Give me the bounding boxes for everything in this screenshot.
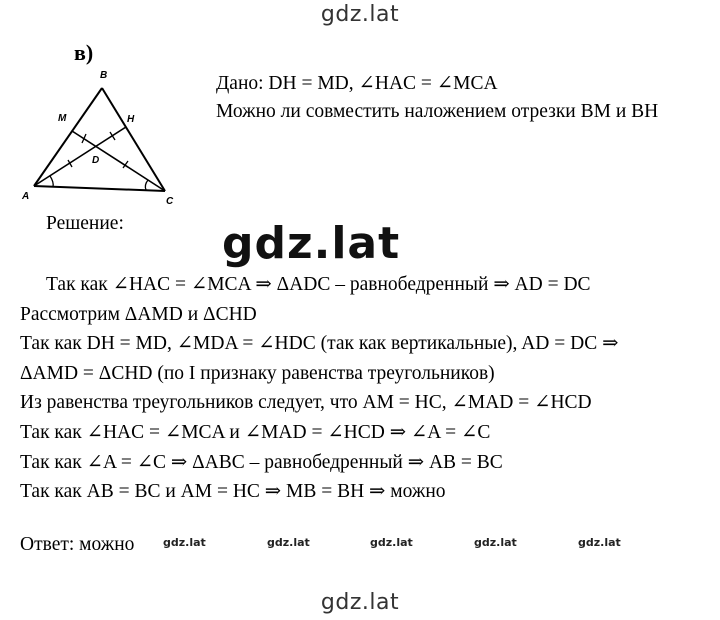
- watermark-center: gdz.lat: [222, 218, 401, 269]
- answer-line: Ответ: можно: [20, 534, 135, 555]
- solution-line: Из равенства треугольников следует, что AM = HC, ∠MAD = ∠HCD: [20, 392, 592, 414]
- solution-line: Так как AB = BC и AM = HC ⇒ MB = BH ⇒ можно: [20, 481, 446, 503]
- solution-line: Так как DH = MD, ∠MDA = ∠HDC (так как вертикальные), AD = DC ⇒: [20, 333, 619, 355]
- given-block: [216, 72, 658, 128]
- solution-line: Так как ∠HAC = ∠MCA и ∠MAD = ∠HCD ⇒ ∠A = ∠C: [20, 421, 491, 443]
- solution-body: [20, 270, 618, 507]
- point-label-a: A: [22, 191, 30, 202]
- solution-line: ΔAMD = ΔCHD (по I признаку равенства треугольников): [20, 362, 495, 384]
- angle-arc-a: [50, 176, 53, 187]
- point-label-h: H: [127, 114, 135, 125]
- side-ab: [34, 88, 102, 186]
- part-label: в): [74, 40, 94, 65]
- solution-line: Так как ∠A = ∠C ⇒ ΔABC – равнобедренный ⇒ AB = BC: [20, 451, 503, 473]
- watermark-small: gdz.lat: [474, 536, 517, 549]
- watermark-top: gdz.lat: [320, 2, 400, 27]
- point-label-m: M: [58, 113, 67, 124]
- watermark-bottom: gdz.lat: [320, 590, 400, 615]
- question-line: Можно ли совместить наложением отрезки BM и BH: [216, 101, 659, 122]
- point-label-b: B: [100, 70, 108, 81]
- solution-line: Рассмотрим ΔAMD и ΔCHD: [20, 303, 257, 325]
- segment-cm: [72, 131, 165, 191]
- point-label-c: C: [166, 196, 174, 207]
- watermark-small: gdz.lat: [267, 536, 310, 549]
- angle-arc-c: [145, 180, 148, 190]
- point-label-d: D: [92, 155, 100, 166]
- side-bc: [102, 88, 165, 191]
- given-line: Дано: DH = MD, ∠HAC = ∠MCA: [216, 73, 498, 94]
- solution-line: Так как ∠HAC = ∠MCA ⇒ ΔADC – равнобедренный ⇒ AD = DC: [46, 274, 591, 295]
- watermark-small: gdz.lat: [370, 536, 413, 549]
- solution-title: Решение:: [46, 213, 124, 234]
- triangle-figure: [20, 36, 200, 212]
- watermark-small: gdz.lat: [578, 536, 621, 549]
- watermark-small: gdz.lat: [163, 536, 206, 549]
